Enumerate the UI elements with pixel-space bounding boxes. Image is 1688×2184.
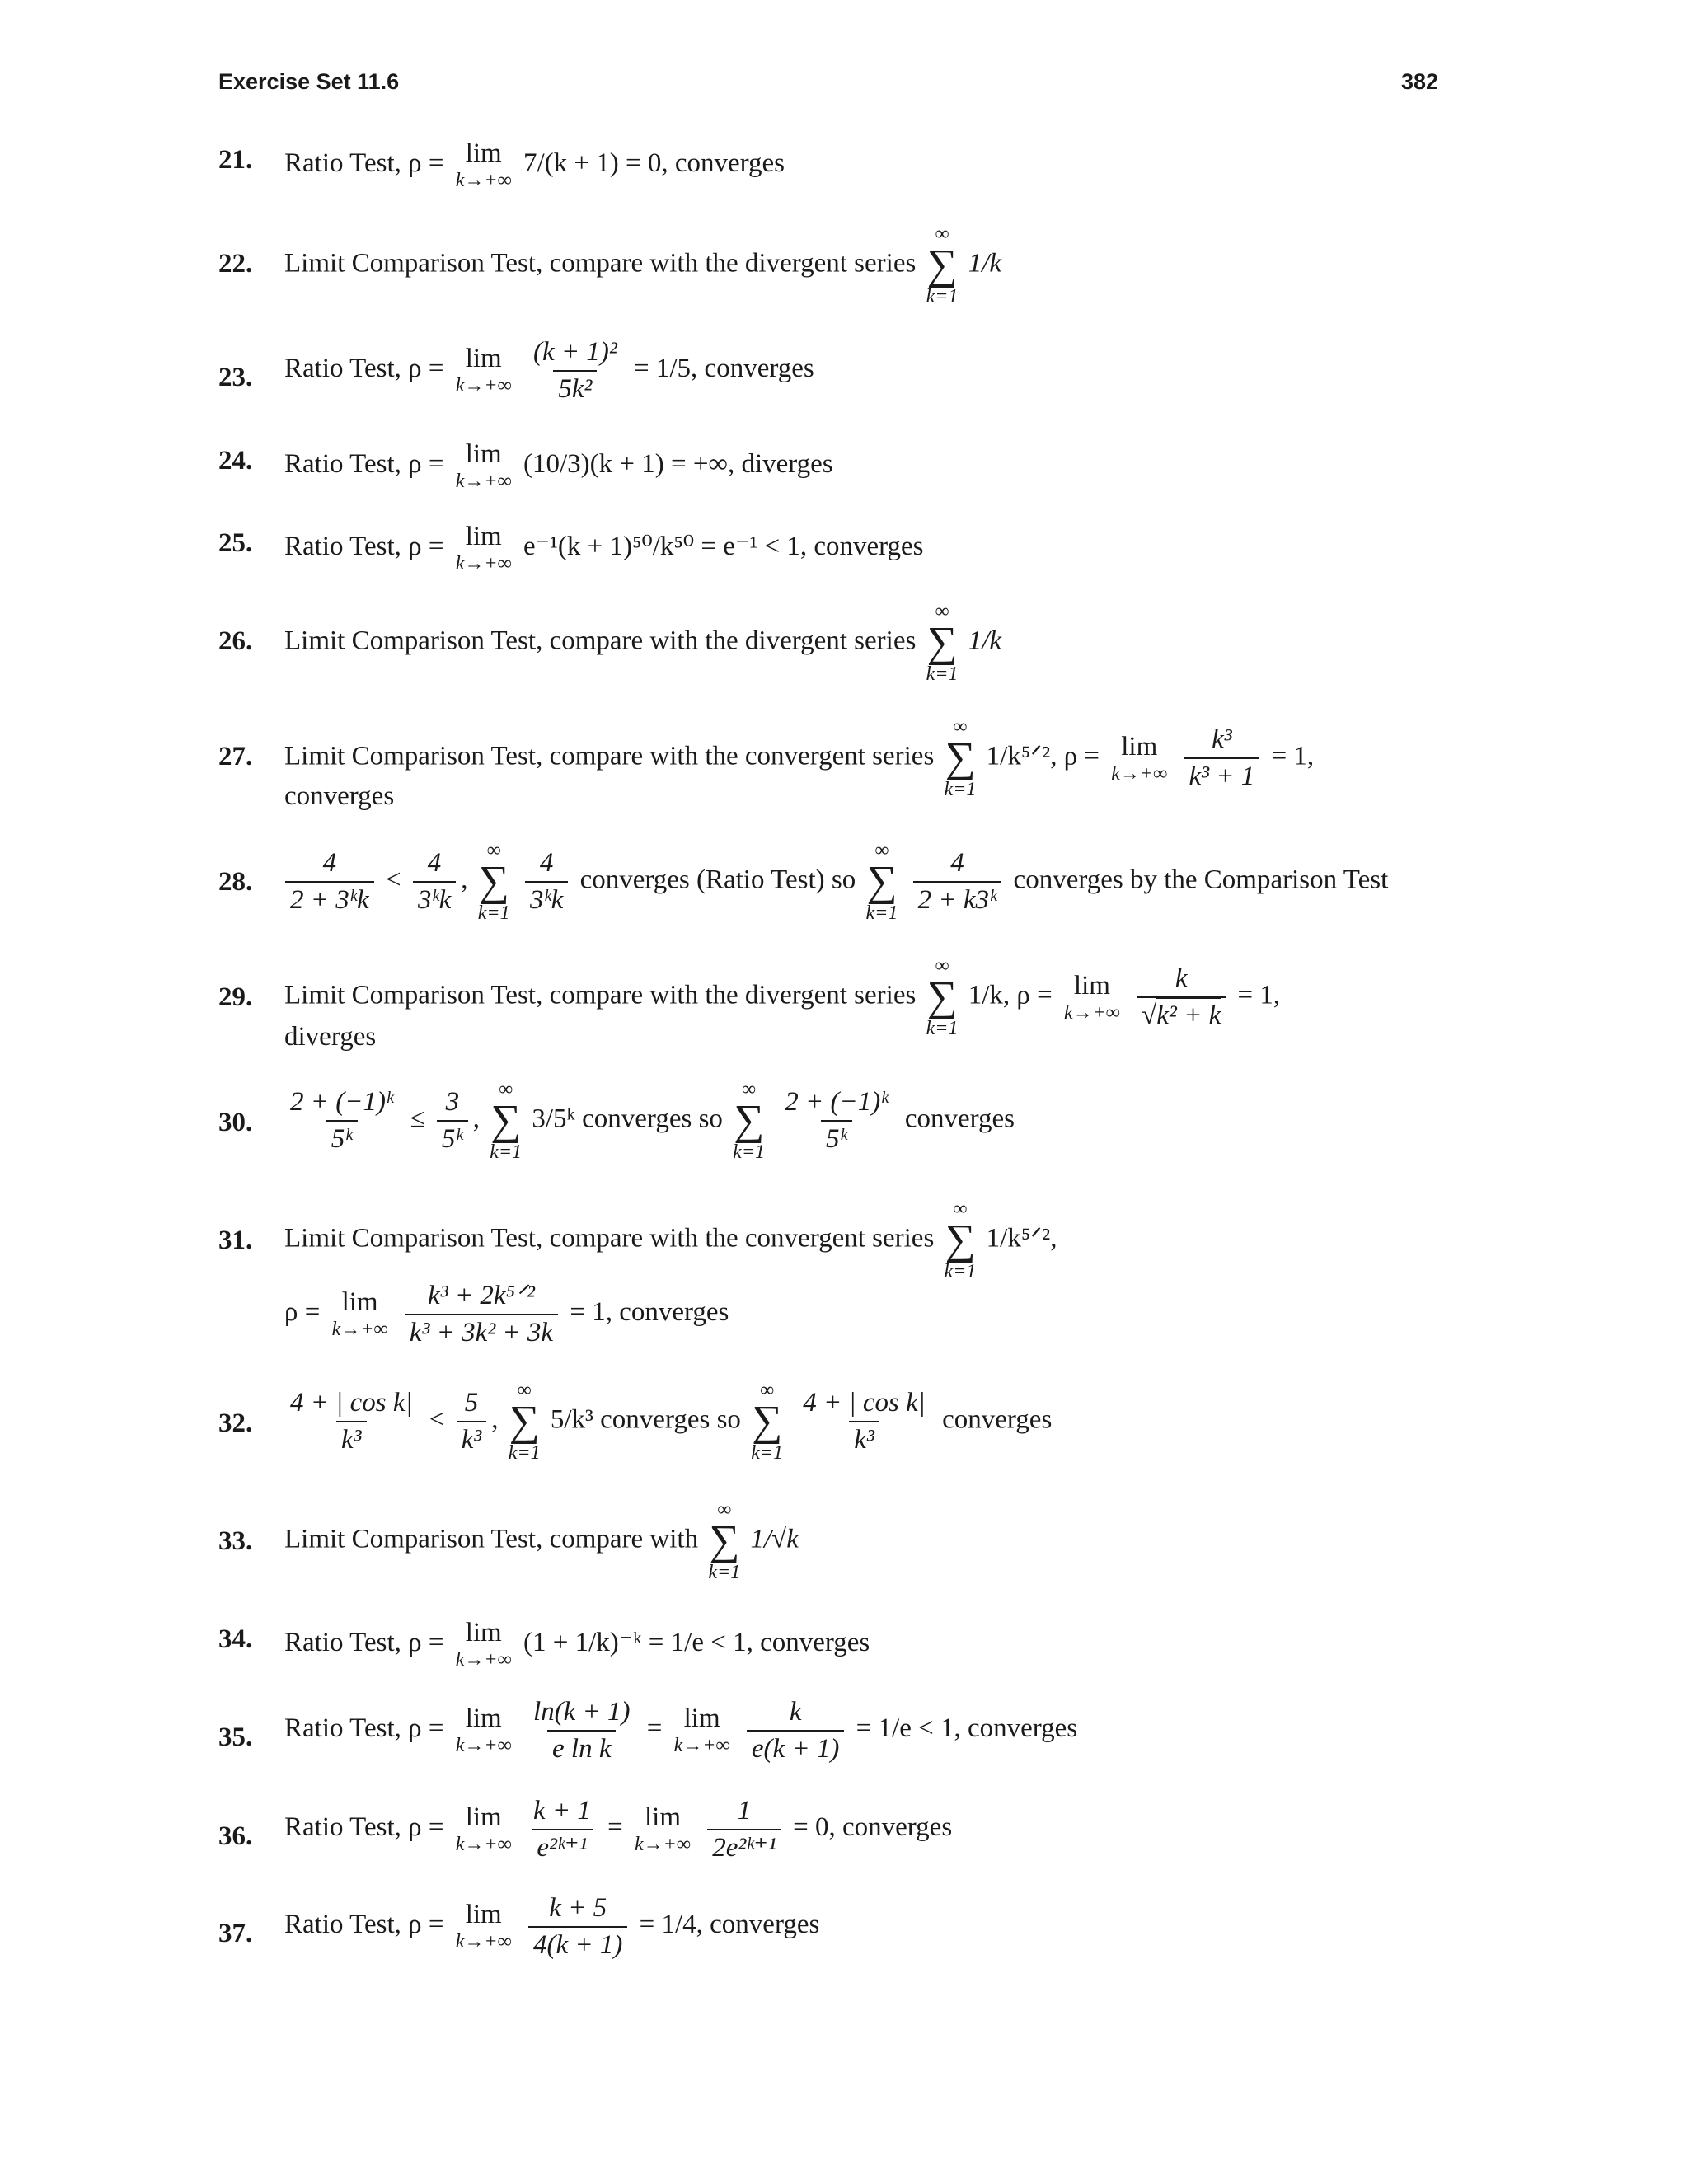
problem-text: Ratio Test, ρ = [284,449,444,480]
section-title: Exercise Set 11.6 [218,69,400,94]
limit: lim k→+∞ [331,1287,388,1341]
problem-number: 23. [218,363,253,392]
problem-result-line2: diverges [284,1022,377,1052]
fraction: $\frac{4}{\text{2 + 3ᵏk}}$ [285,849,374,914]
fraction: $\frac{\ln(k + 1)}{\text{e ln k}}$ [532,1697,631,1764]
problem-text: Ratio Test, ρ = [284,148,444,179]
summation: ∞ ∑ k=1 [926,955,959,1039]
fraction: $\frac{\text{(k + 1)²}}{\text{5k²}}$ [532,337,617,404]
fraction: $\frac{\text{4 + | cos k|}}{\text{k³}}$ [290,1388,413,1455]
summation: ∞ ∑ k=1 [926,223,959,307]
limit: lim k→+∞ [455,1704,512,1757]
fraction: $\frac{k}{e(k + 1)}$ [747,1698,845,1763]
problem-result: converges by the Comparison Test [1013,865,1389,895]
summation: ∞ ∑ k=1 [865,840,898,924]
problem-number: 34. [218,1624,253,1654]
problem-result: = 0, converges [793,1812,953,1843]
problem-mid: 1/k, ρ = [968,980,1053,1010]
summation: ∞ ∑ k=1 [477,840,510,924]
relation: < [429,1404,445,1435]
limit: lim k→+∞ [455,1802,512,1856]
problem-text: Ratio Test, ρ = [284,1628,444,1658]
problem-text: Limit Comparison Test, compare with the divergent series [284,626,917,656]
problem-text: Limit Comparison Test, compare with [284,1524,699,1554]
problem-result: 1/k [968,626,1002,656]
problem-text: Ratio Test, ρ = [284,1812,444,1843]
fraction: $\frac{4}{\text{3ᵏk}}$ [525,849,568,914]
fraction: $\frac{\text{4 + | cos k|}}{\text{k³}}$ [803,1388,926,1455]
problem-number: 21. [218,145,253,175]
problem-text: Ratio Test, ρ = [284,1910,444,1940]
limit: lim k→+∞ [635,1802,691,1856]
relation: < [385,865,401,895]
limit: lim k→+∞ [455,439,512,492]
page-number: 382 [1400,69,1438,94]
problem-number: 27. [218,742,253,771]
summation: ∞ ∑ k=1 [944,716,977,800]
fraction: $\frac{\text{k³}}{\text{k³ + 1}}$ [1184,725,1260,790]
problem-number: 35. [218,1722,253,1752]
limit: lim k→+∞ [455,344,512,397]
problem-mid: 1/k⁵ᐟ², ρ = [986,741,1100,771]
summation: ∞ ∑ k=1 [508,1380,541,1464]
fraction: $\frac{5}{\text{k³}}$ [457,1389,487,1454]
fraction: $\frac{k + 1}{\text{e²ᵏ⁺¹}}$ [532,1796,591,1863]
problem-number: 24. [218,446,253,476]
problem-mid: converges (Ratio Test) so [579,865,856,895]
problem-result: = 1/e < 1, converges [856,1713,1078,1744]
fraction: $\frac{k + 5}{4(k + 1)}$ [528,1894,627,1959]
fraction: $\frac{\text{2 + (−1)ᵏ}}{\text{5ᵏ}}$ [290,1087,394,1154]
problem-text: Limit Comparison Test, compare with the divergent series [284,980,917,1010]
summation: ∞ ∑ k=1 [751,1380,784,1464]
limit: lim k→+∞ [455,1618,512,1671]
fraction: $\frac{k}{\text{√k² + k}}$ [1137,964,1226,1029]
problem-result: = 1, converges [570,1297,729,1328]
problem-number: 33. [218,1526,253,1556]
problem-text: Ratio Test, ρ = [284,532,444,562]
fraction: $\frac{4}{\text{2 + k3ᵏ}}$ [913,849,1002,914]
fraction: $\frac{3}{\text{5ᵏ}}$ [437,1088,468,1153]
problem-result: = 1, [1271,741,1315,771]
limit: lim k→+∞ [455,1900,512,1953]
problem-text: Ratio Test, ρ = [284,1713,444,1744]
problem-result: 7/(k + 1) = 0, converges [523,148,785,179]
problem-number: 37. [218,1919,253,1948]
problem-number: 25. [218,528,253,558]
problem-number: 32. [218,1408,253,1438]
summation: ∞ ∑ k=1 [708,1499,741,1583]
equals: = [646,1713,663,1744]
problem-result: = 1/5, converges [634,354,814,384]
problem-result: e⁻¹(k + 1)⁵⁰/k⁵⁰ = e⁻¹ < 1, converges [523,532,924,562]
problem-result: (10/3)(k + 1) = +∞, diverges [523,449,833,480]
fraction: $\frac{4}{\text{3ᵏk}}$ [413,849,456,914]
fraction: $\frac{\text{2 + (−1)ᵏ}}{\text{5ᵏ}}$ [785,1087,889,1154]
problem-number: 36. [218,1821,253,1851]
problem-result: = 1/4, converges [639,1910,820,1940]
problem-text: Limit Comparison Test, compare with the divergent series [284,248,917,279]
limit: lim k→+∞ [673,1704,730,1757]
summation: ∞ ∑ k=1 [926,601,959,685]
problem-number: 28. [218,867,253,897]
problem-number: 22. [218,249,253,279]
problem-result: 1/√k [750,1524,799,1554]
problem-result: (1 + 1/k)⁻ᵏ = 1/e < 1, converges [523,1628,870,1658]
equals: = [607,1812,623,1843]
summation: ∞ ∑ k=1 [490,1079,523,1163]
problem-number: 30. [218,1108,253,1137]
problem-result: converges [942,1404,1053,1435]
limit: lim k→+∞ [455,138,512,191]
limit: lim k→+∞ [455,522,512,574]
problem-result-line2: converges [284,781,395,811]
problem-result: converges [904,1104,1015,1134]
limit: lim k→+∞ [1111,731,1168,785]
problem-text: Limit Comparison Test, compare with the convergent series [284,1223,935,1254]
problem-result: 1/k [968,248,1002,279]
problem-text: Ratio Test, ρ = [284,354,444,384]
problem-number: 29. [218,982,253,1012]
summation: ∞ ∑ k=1 [733,1079,766,1163]
limit: lim k→+∞ [1063,970,1120,1024]
problem-mid: 1/k⁵ᐟ², [986,1223,1057,1254]
relation: ≤ [410,1104,425,1134]
rho-label: ρ = [284,1297,321,1328]
problem-mid: 5/k³ converges so [550,1404,741,1435]
problem-number: 26. [218,626,253,656]
fraction: $\frac{\text{k³ + 2k⁵ᐟ²}}{\text{k³ + 3k² + 3k}}$ [405,1282,558,1347]
fraction: $\frac{1}{\text{2e²ᵏ⁺¹}}$ [707,1797,781,1862]
problem-mid: 3/5ᵏ converges so [532,1104,723,1134]
problem-number: 31. [218,1226,253,1255]
problem-result: = 1, [1237,980,1281,1010]
summation: ∞ ∑ k=1 [944,1198,977,1282]
problem-text: Limit Comparison Test, compare with the convergent series [284,741,935,771]
